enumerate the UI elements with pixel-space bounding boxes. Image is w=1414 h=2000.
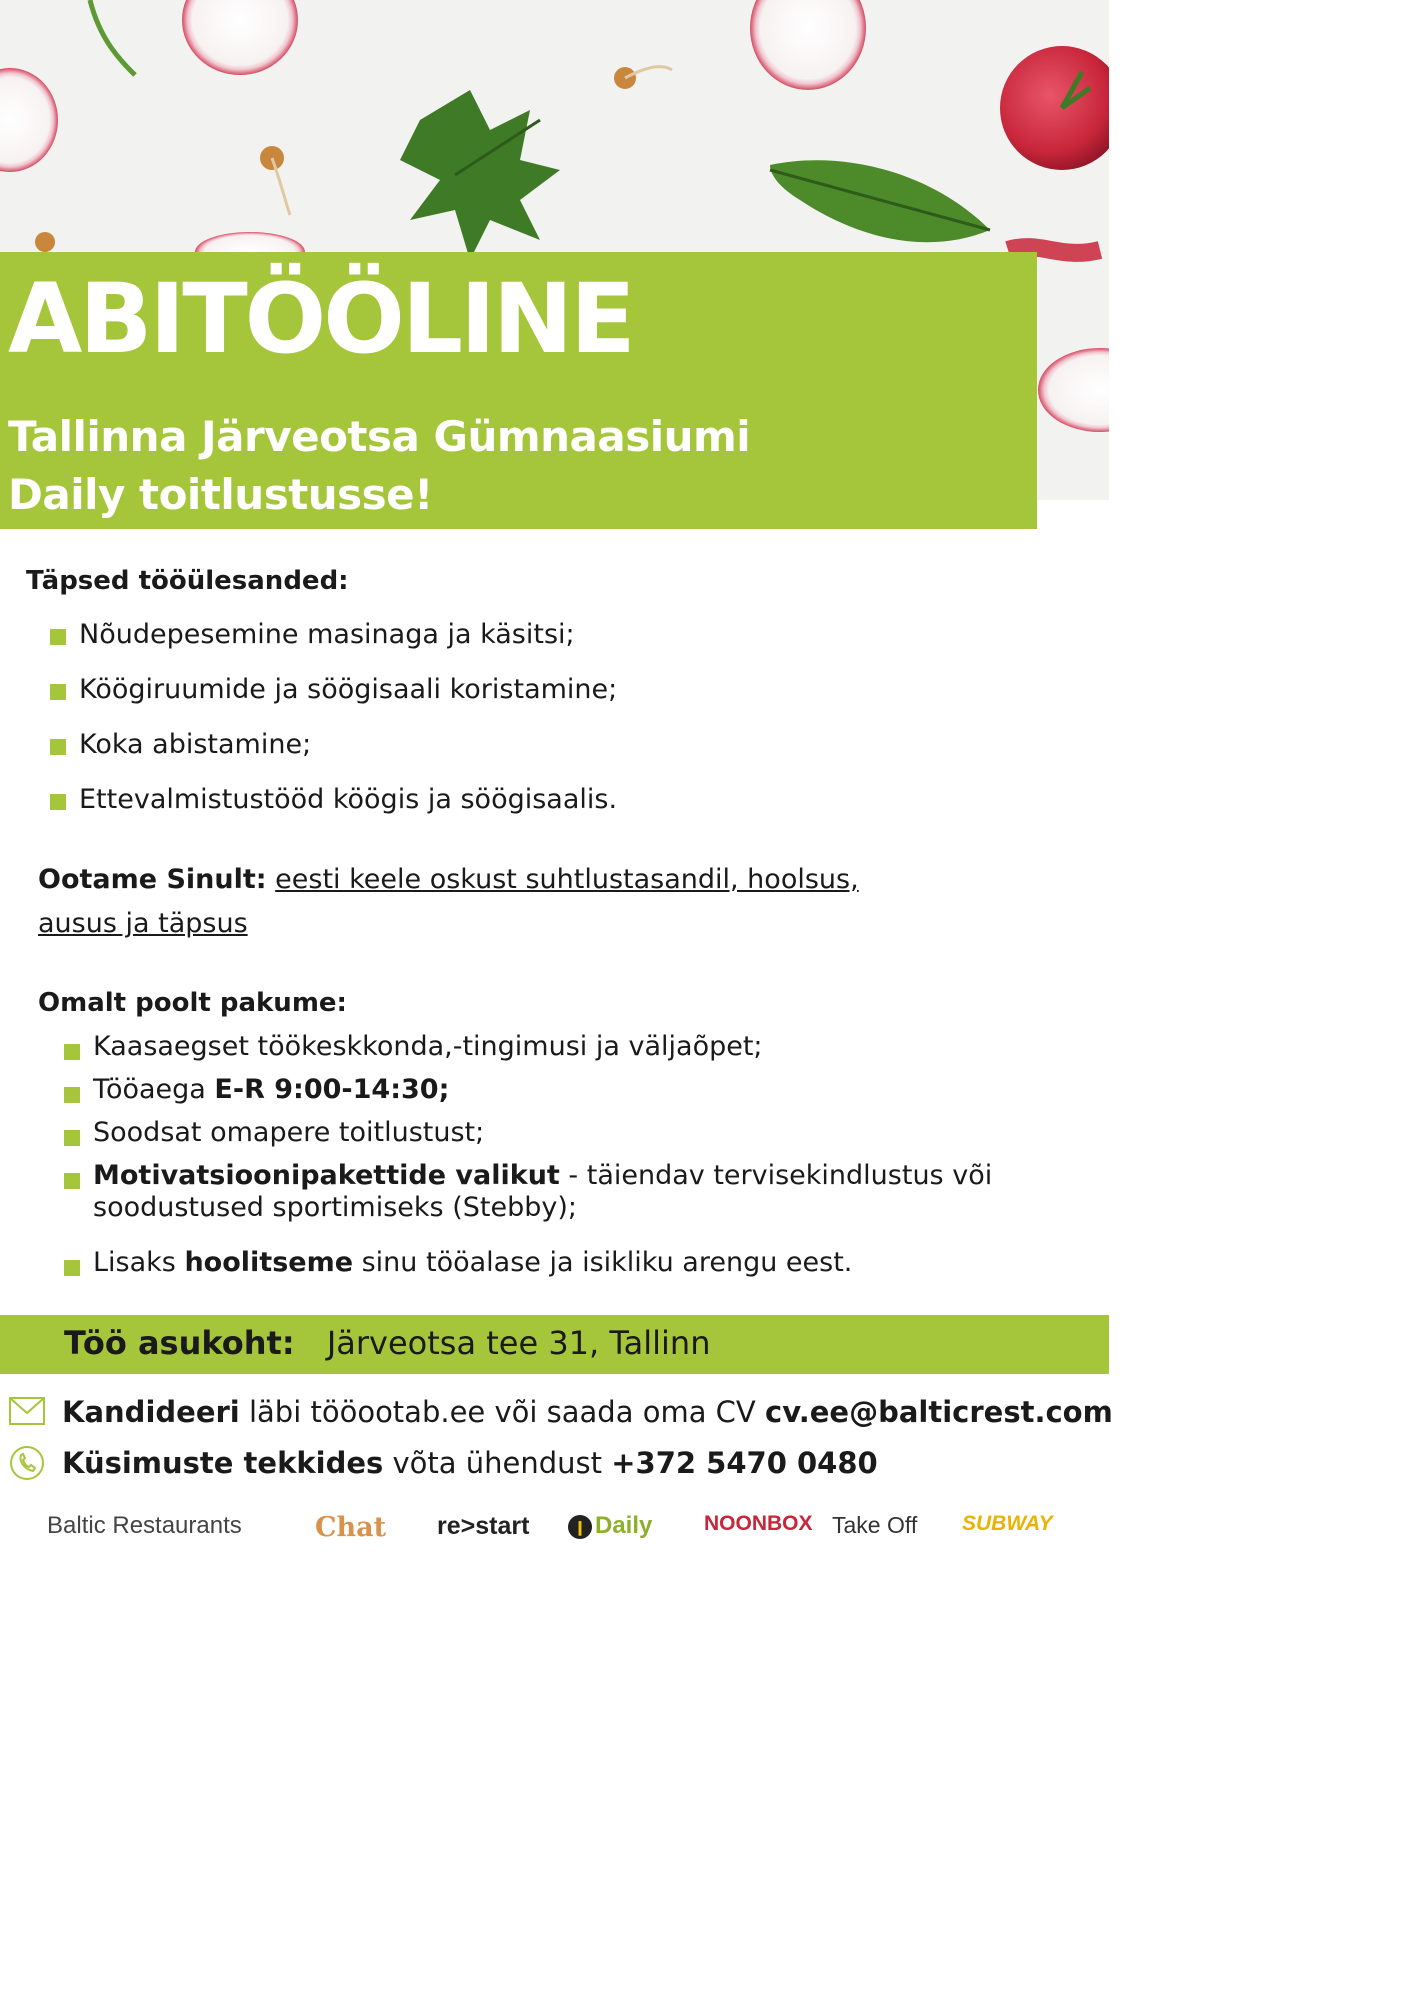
subtitle-line: Daily toitlustusse! <box>8 470 433 519</box>
list-item: Koka abistamine; <box>50 727 617 782</box>
sprout <box>35 232 55 252</box>
list-item: Lisaks hoolitseme sinu tööalase ja isikliku arengu eest. <box>64 1247 1008 1290</box>
bullet-square-icon <box>50 794 66 810</box>
bullet-square-icon <box>50 629 66 645</box>
fork-knife-icon: ❙ <box>568 1515 592 1539</box>
phone-number[interactable]: +372 5470 0480 <box>611 1446 878 1480</box>
bullet-square-icon <box>50 739 66 755</box>
email-link[interactable]: cv.ee@balticrest.com <box>765 1395 1113 1429</box>
logo-daily: ❙ Daily <box>568 1512 652 1540</box>
logo-chat: Chat <box>315 1512 387 1543</box>
bullet-square-icon <box>64 1044 80 1060</box>
logo-take-off: Take Off <box>832 1512 918 1538</box>
tasks-list <box>50 617 617 837</box>
logo-restart: re>start <box>437 1512 530 1540</box>
bullet-square-icon <box>64 1087 80 1103</box>
list-item: Nõudepesemine masinaga ja käsitsi; <box>50 617 617 672</box>
bullet-square-icon <box>64 1260 80 1276</box>
list-item: Soodsat omapere toitlustust; <box>64 1117 1008 1160</box>
question-line: Küsimuste tekkides võta ühendust +372 5470 0480 <box>62 1446 878 1480</box>
working-hours: E-R 9:00-14:30; <box>214 1074 450 1105</box>
offers-list <box>64 1031 1008 1290</box>
bullet-square-icon <box>64 1130 80 1146</box>
brand-logos <box>0 1500 1109 1560</box>
tasks-heading: Täpsed tööülesanded: <box>26 566 349 596</box>
apply-line: Kandideeri läbi tööootab.ee või saada oma CV cv.ee@balticrest.com <box>62 1395 1113 1429</box>
list-item: Köögiruumide ja söögisaali koristamine; <box>50 672 617 727</box>
list-item: Tööaega E-R 9:00-14:30; <box>64 1074 1008 1117</box>
job-subtitle <box>8 408 750 524</box>
offers-heading: Omalt poolt pakume: <box>38 988 347 1018</box>
logo-noonbox: NOONBOX <box>704 1512 813 1535</box>
list-item: Ettevalmistustööd köögis ja söögisaalis. <box>50 782 617 837</box>
logo-subway: SUBWAY <box>962 1512 1053 1535</box>
envelope-icon <box>8 1396 46 1426</box>
location <box>64 1317 710 1369</box>
location-label: Töö asukoht: <box>64 1324 295 1362</box>
requirements <box>38 858 938 946</box>
bullet-square-icon <box>50 684 66 700</box>
list-item: Motivatsioonipakettide valikut - täiendav tervisekindlustus või soodustused sportimiseks (Stebby); <box>64 1160 1008 1247</box>
subtitle-line: Tallinna Järveotsa Gümnaasiumi <box>8 412 751 461</box>
list-item: Kaasaegset töökeskkonda,-tingimusi ja väljaõpet; <box>64 1031 1008 1074</box>
requirements-text: eesti keele oskust suhtlustasandil, hoolsus, ausus ja täpsus <box>38 864 859 939</box>
location-address: Järveotsa tee 31, Tallinn <box>326 1324 711 1362</box>
job-title: ABITÖÖLINE <box>8 263 633 375</box>
phone-icon <box>8 1444 46 1482</box>
bullet-square-icon <box>64 1173 80 1189</box>
logo-baltic-restaurants: Baltic Restaurants <box>47 1512 242 1539</box>
requirements-label: Ootame Sinult: <box>38 864 267 895</box>
